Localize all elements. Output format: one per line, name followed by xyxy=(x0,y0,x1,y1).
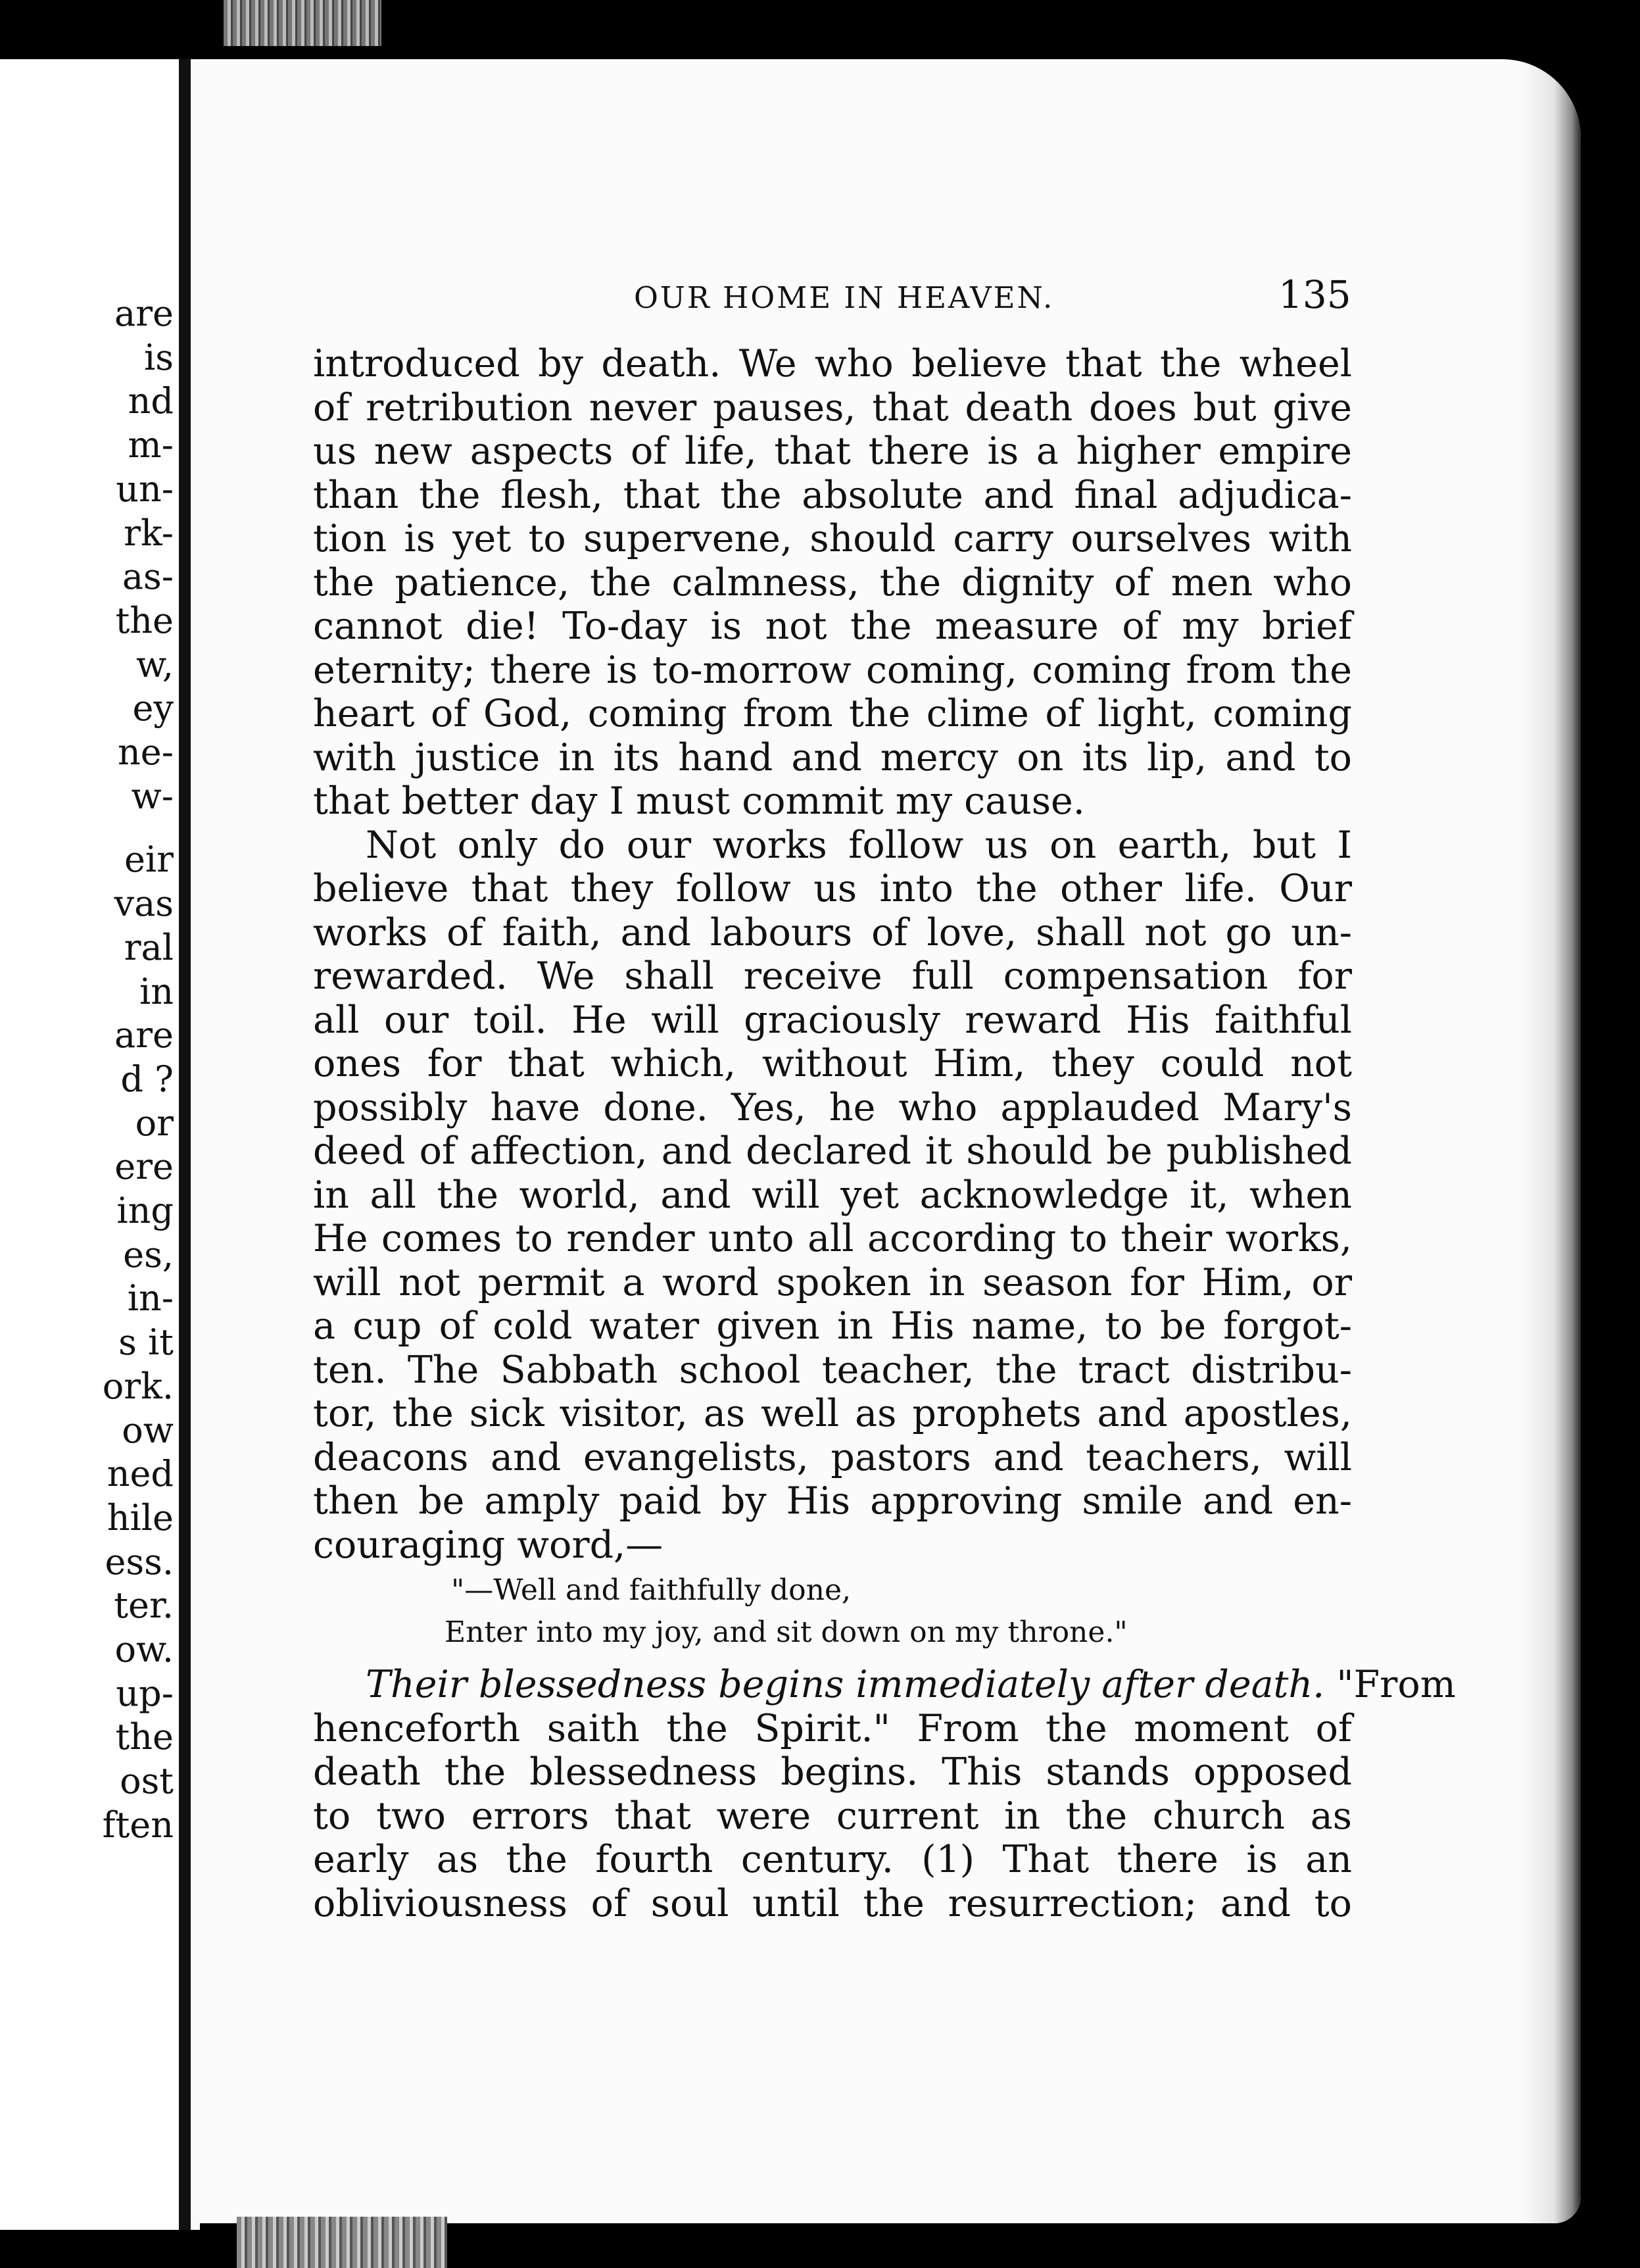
previous-page-sliver xyxy=(0,59,179,2230)
previous-page-fragment: eir xyxy=(124,839,174,881)
previous-page-fragment: ne- xyxy=(118,731,174,773)
previous-page-fragment: w- xyxy=(131,775,174,817)
paragraph-line: He comes to render unto all according to their works, xyxy=(313,1217,1352,1260)
paragraph-line: ten. The Sabbath school teacher, the tract distribu- xyxy=(313,1348,1352,1392)
verse-quote xyxy=(313,1569,1352,1654)
previous-page-fragment: as- xyxy=(122,556,174,598)
paragraph-line: tor, the sick visitor, as well as prophets and apostles, xyxy=(313,1392,1352,1435)
previous-page-fragment: ned xyxy=(107,1453,174,1495)
paragraph-line: will not permit a word spoken in season for Him, or xyxy=(313,1260,1352,1304)
page-curl-edge xyxy=(1522,59,1581,2223)
paragraph-line: with justice in its hand and mercy on its lip, and to xyxy=(313,735,1352,779)
scan-border-top xyxy=(224,0,381,46)
previous-page-fragment: ter. xyxy=(114,1585,174,1627)
paragraph-line: Not only do our works follow us on earth, but I xyxy=(366,823,1352,867)
previous-page-fragment: ften xyxy=(102,1804,174,1846)
paragraph-line: ones for that which, without Him, they could not xyxy=(313,1042,1352,1085)
previous-page-fragment: m- xyxy=(128,424,174,466)
previous-page-fragment: the xyxy=(115,599,174,641)
paragraph-line: death the blessedness begins. This stands opposed xyxy=(313,1750,1352,1794)
quote-line: "—Well and faithfully done, xyxy=(451,1573,852,1607)
previous-page-fragment: in- xyxy=(127,1277,174,1319)
paragraph-line: introduced by death. We who believe that the wheel xyxy=(313,342,1352,385)
previous-page-fragment: nd xyxy=(128,380,174,422)
previous-page-fragment: the xyxy=(115,1716,174,1758)
running-head: OUR HOME IN HEAVEN. xyxy=(634,280,1055,315)
previous-page-fragment: un- xyxy=(116,468,174,510)
paragraph-line: possibly have done. Yes, he who applauded Mary's xyxy=(313,1085,1352,1129)
paragraph-line: to two errors that were current in the church as xyxy=(313,1794,1352,1838)
previous-page-fragment: es, xyxy=(123,1233,174,1275)
paragraph-line: us new aspects of life, that there is a higher empire xyxy=(313,430,1352,473)
previous-page-fragment: in xyxy=(139,970,174,1012)
previous-page-fragment: are xyxy=(114,1014,174,1056)
previous-page-fragment: ere xyxy=(114,1146,174,1188)
gutter-margin xyxy=(191,59,200,2230)
previous-page-fragment: ey xyxy=(132,687,174,729)
previous-page-fragment: ing xyxy=(116,1190,174,1231)
paragraph-line: eternity; there is to-morrow coming, coming from the xyxy=(313,648,1352,692)
book-gutter xyxy=(179,59,191,2230)
paragraph-2 xyxy=(313,824,1352,1567)
previous-page-fragment: vas xyxy=(114,883,174,925)
paragraph-line: of retribution never pauses, that death does but give xyxy=(313,385,1352,430)
paragraph-1 xyxy=(313,342,1352,824)
paragraph-line: heart of God, coming from the clime of light, coming xyxy=(313,692,1352,735)
paragraph-3 xyxy=(313,1663,1456,1925)
previous-page-fragment: ow xyxy=(122,1409,174,1451)
previous-page-fragment: rk- xyxy=(124,512,174,554)
previous-page-fragment: or xyxy=(135,1102,174,1144)
quote-line: Enter into my joy, and sit down on my throne." xyxy=(445,1615,1128,1649)
paragraph-line: than the flesh, that the absolute and final adjudica- xyxy=(313,473,1352,517)
lead-continuation: "From xyxy=(1324,1663,1456,1706)
paragraph-line: obliviousness of soul until the resurrection; and to xyxy=(313,1881,1352,1925)
paragraph-line: henceforth saith the Spirit." From the moment of xyxy=(313,1706,1352,1750)
previous-page-fragment: are xyxy=(114,293,174,334)
paragraph-line: then be amply paid by His approving smile and en- xyxy=(313,1479,1352,1523)
previous-page-fragment: ow. xyxy=(114,1629,174,1670)
previous-page-fragment: d ? xyxy=(120,1058,174,1100)
italic-lead: Their blessedness begins immediately after death. xyxy=(366,1663,1325,1706)
previous-page-fragment: w, xyxy=(136,643,174,685)
previous-page-fragment: up- xyxy=(116,1672,174,1714)
previous-page-fragment: ost xyxy=(120,1760,174,1802)
scan-border-bottom xyxy=(237,2217,447,2268)
paragraph-line: cannot die! To-day is not the measure of my brief xyxy=(313,604,1352,648)
previous-page-fragment: ess. xyxy=(105,1541,174,1583)
previous-page-fragment: ral xyxy=(124,926,174,968)
previous-page-fragment: s it xyxy=(118,1321,174,1364)
page-number: 135 xyxy=(1278,272,1351,317)
paragraph-line: rewarded. We shall receive full compensation for xyxy=(313,954,1352,998)
paragraph-line: deacons and evangelists, pastors and teachers, will xyxy=(313,1435,1352,1479)
paragraph-line: all our toil. He will graciously reward His faithful xyxy=(313,998,1352,1042)
paragraph-line: that better day I must commit my cause. xyxy=(313,779,1085,823)
paragraph-line: believe that they follow us into the other life. Our xyxy=(313,867,1352,910)
paragraph-line: the patience, the calmness, the dignity of men who xyxy=(313,560,1352,604)
previous-page-fragment: ork. xyxy=(102,1365,174,1407)
paragraph-line xyxy=(313,1663,1456,1707)
paragraph-line: a cup of cold water given in His name, to be forgot- xyxy=(313,1304,1352,1348)
paragraph-line: works of faith, and labours of love, shall not go un- xyxy=(313,910,1352,954)
paragraph-line: early as the fourth century. (1) That there is an xyxy=(313,1838,1352,1881)
previous-page-fragment: hile xyxy=(107,1496,174,1539)
body-text xyxy=(313,342,1456,1925)
paragraph-line: couraging word,— xyxy=(313,1523,663,1567)
paragraph-line: in all the world, and will yet acknowledge it, when xyxy=(313,1173,1352,1217)
paragraph-line: tion is yet to supervene, should carry ourselves with xyxy=(313,517,1352,560)
book-page xyxy=(200,59,1581,2223)
paragraph-line: deed of affection, and declared it should be published xyxy=(313,1129,1352,1173)
previous-page-fragment: is xyxy=(144,336,174,378)
